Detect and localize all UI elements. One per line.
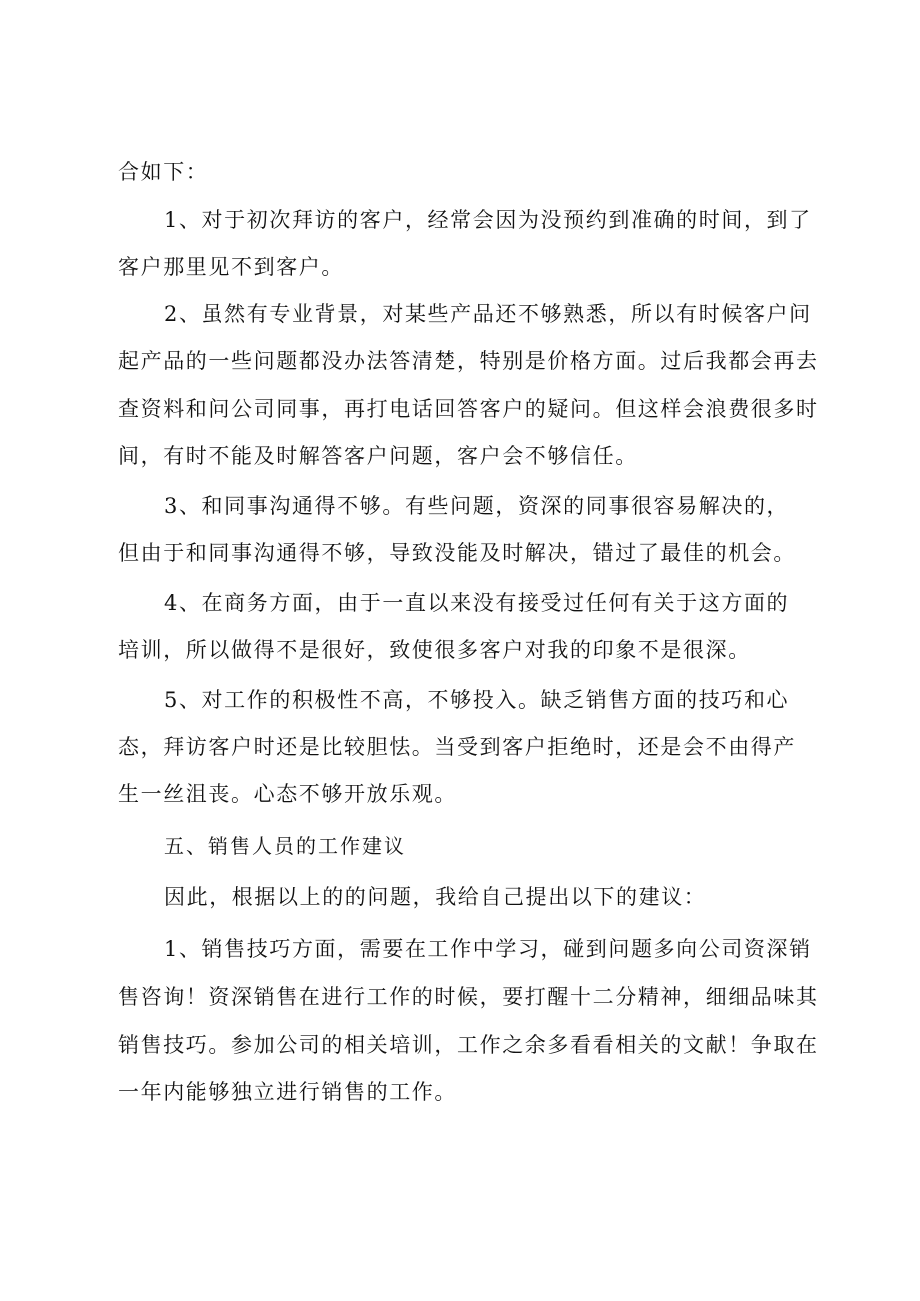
text-line: 1、对于初次拜访的客户，经常会因为没预约到准确的时间，到了 <box>164 208 812 232</box>
text-line: 5、对工作的积极性不高，不够投入。缺乏销售方面的技巧和心 <box>164 688 790 712</box>
text-line: 销售技巧。参加公司的相关培训，工作之余多看看相关的文献！争取在 <box>118 1033 819 1057</box>
text-line: 1、销售技巧方面，需要在工作中学习，碰到问题多向公司资深销 <box>164 937 812 961</box>
text-line: 生一丝沮丧。心态不够开放乐观。 <box>118 782 457 806</box>
text-line: 合如下： <box>118 160 209 184</box>
text-line: 4、在商务方面，由于一直以来没有接受过任何有关于这方面的 <box>164 591 790 615</box>
text-line: 3、和同事沟通得不够。有些问题，资深的同事很容易解决的， <box>164 494 790 518</box>
text-line: 培训，所以做得不是很好，致使很多客户对我的印象不是很深。 <box>118 638 751 662</box>
text-line: 态，拜访客户时还是比较胆怯。当受到客户拒绝时，还是会不由得产 <box>118 735 796 759</box>
text-line: 因此，根据以上的的问题，我给自己提出以下的建议： <box>164 885 707 909</box>
text-line: 但由于和同事沟通得不够，导致没能及时解决，错过了最佳的机会。 <box>118 541 796 565</box>
text-line: 起产品的一些问题都没办法答清楚，特别是价格方面。过后我都会再去 <box>118 349 819 373</box>
text-line: 2、虽然有专业背景，对某些产品还不够熟悉，所以有时候客户问 <box>164 302 812 326</box>
text-line: 售咨询！资深销售在进行工作的时候，要打醒十二分精神，细细品味其 <box>118 985 819 1009</box>
text-line: 客户那里见不到客户。 <box>118 255 344 279</box>
section-heading: 五、销售人员的工作建议 <box>164 834 406 858</box>
text-line: 查资料和问公司同事，再打电话回答客户的疑问。但这样会浪费很多时 <box>118 397 819 421</box>
text-line: 一年内能够独立进行销售的工作。 <box>118 1080 457 1104</box>
text-line: 间，有时不能及时解答客户问题，客户会不够信任。 <box>118 444 638 468</box>
